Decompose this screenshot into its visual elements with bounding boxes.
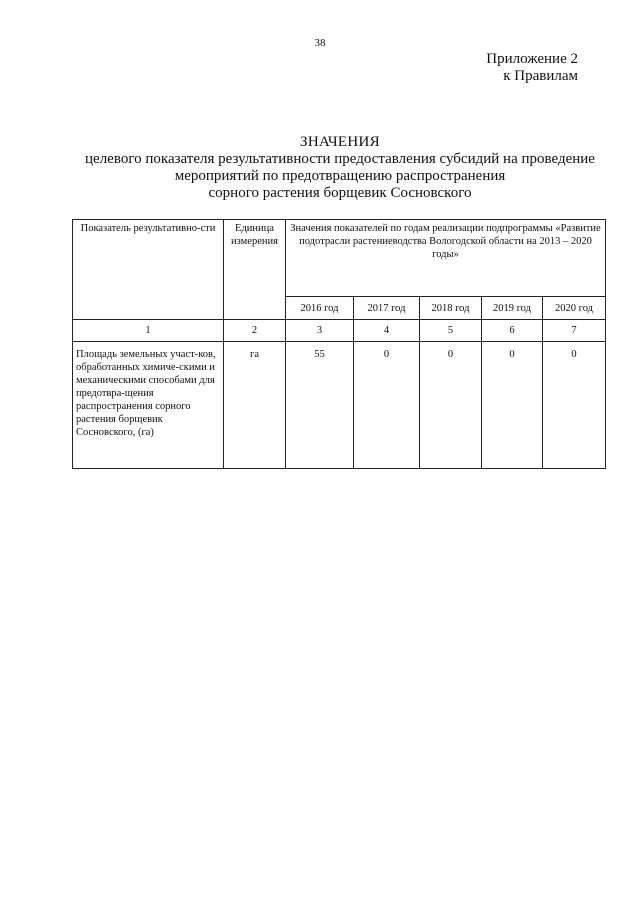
header-unit: Единица измерения [224, 220, 286, 320]
header-year: 2017 год [354, 297, 420, 320]
value-cell: 0 [482, 342, 543, 469]
value-cell: 0 [420, 342, 482, 469]
unit-cell: га [224, 342, 286, 469]
page-number: 38 [314, 37, 326, 49]
column-number: 2 [224, 320, 286, 342]
header-year: 2020 год [543, 297, 606, 320]
appendix-line-1: Приложение 2 [486, 51, 578, 67]
table-row [73, 342, 606, 469]
indicator-table [72, 219, 606, 469]
document-title [60, 134, 620, 202]
appendix-label [486, 51, 578, 85]
column-number-row [73, 320, 606, 342]
value-cell: 0 [543, 342, 606, 469]
column-number: 4 [354, 320, 420, 342]
header-indicator: Показатель результативно-сти [73, 220, 224, 320]
column-number: 5 [420, 320, 482, 342]
header-year: 2019 год [482, 297, 543, 320]
value-cell: 55 [286, 342, 354, 469]
indicator-cell: Площадь земельных участ-ков, обработанных химиче-скими и механическими способами для предотвра-щения распространения сорного растения борщевик Сосновского, (га) [73, 342, 224, 469]
column-number: 1 [73, 320, 224, 342]
column-number: 7 [543, 320, 606, 342]
appendix-line-2: к Правилам [503, 68, 578, 84]
title-line-2: мероприятий по предотвращению распространения [174, 168, 506, 184]
title-line-1: целевого показателя результативности предоставления субсидий на проведение [85, 151, 595, 167]
header-year: 2016 год [286, 297, 354, 320]
header-year: 2018 год [420, 297, 482, 320]
column-number: 6 [482, 320, 543, 342]
title-heading: ЗНАЧЕНИЯ [300, 134, 380, 150]
title-line-3: сорного растения борщевик Сосновского [208, 185, 472, 201]
header-values-group: Значения показателей по годам реализации подпрограммы «Развитие подотрасли растениеводства Вологодской области на 2013 – 2020 годы» [286, 220, 606, 297]
column-number: 3 [286, 320, 354, 342]
header-row [73, 220, 606, 297]
value-cell: 0 [354, 342, 420, 469]
